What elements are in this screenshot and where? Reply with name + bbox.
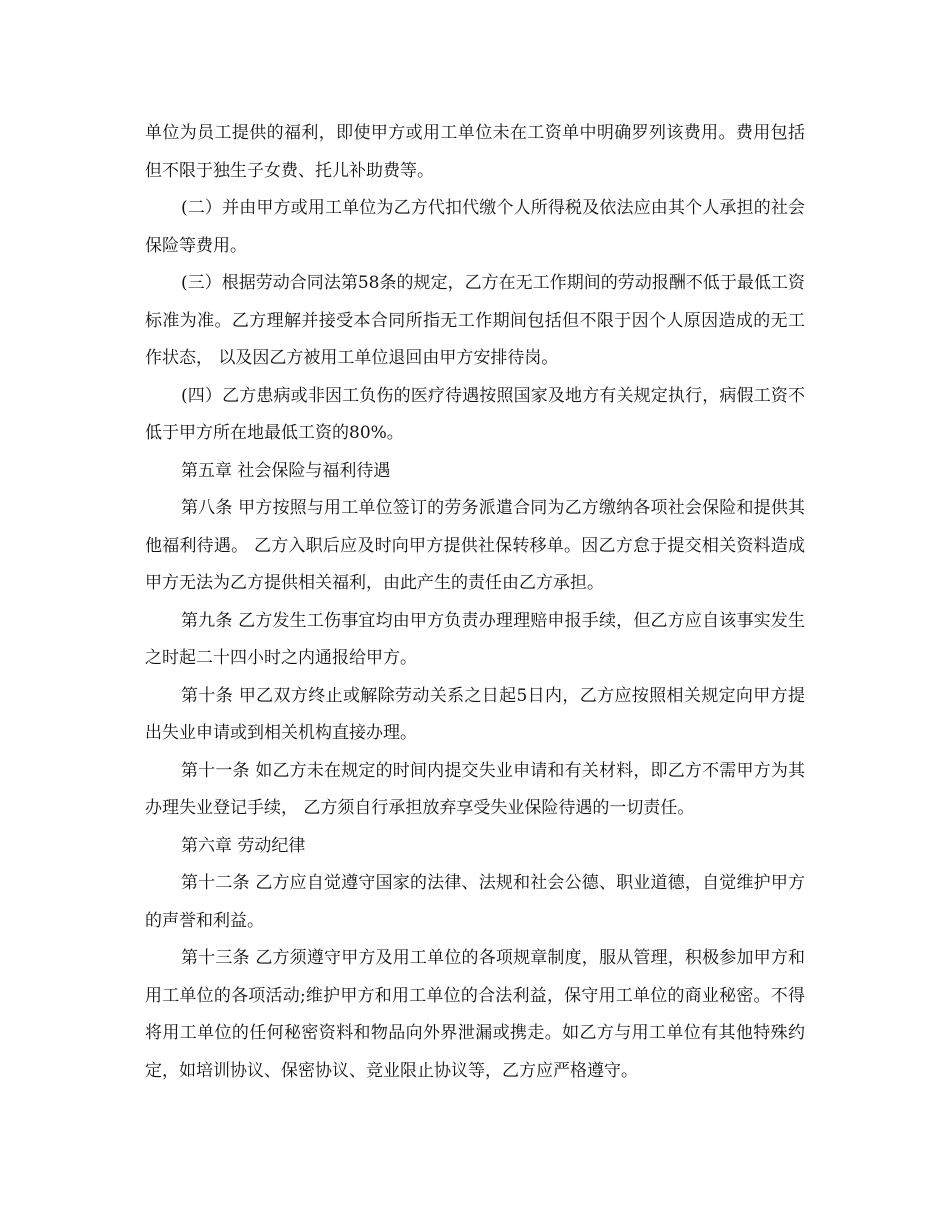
document-body [145, 115, 805, 1090]
paragraph-clause-4: (四）乙方患病或非因工负伤的医疗待遇按照国家及地方有关规定执行，病假工资不低于甲方所在地最低工资的80%。 [145, 385, 805, 443]
article-13: 第十三条 乙方须遵守甲方及用工单位的各项规章制度，服从管理，积极参加甲方和用工单位的各项活动;维护甲方和用工单位的合法利益，保守用工单位的商业秘密。不得将用工单位的任何秘密资料和物品向外界泄漏或携走。如乙方与用工单位有其他特殊约定，如培训协议、保密协议、竞业限止协议等，乙方应严格遵守。 [145, 948, 805, 1081]
article-10: 第十条 甲乙双方终止或解除劳动关系之日起5日内，乙方应按照相关规定向甲方提出失业申请或到相关机构直接办理。 [145, 685, 805, 743]
chapter-heading-6: 第六章 劳动纪律 [181, 835, 306, 856]
paragraph-clause-3: (三）根据劳动合同法第58条的规定，乙方在无工作期间的劳动报酬不低于最低工资标准为准。乙方理解并接受本合同所指无工作期间包括但不限于因个人原因造成的无工作状态， 以及因乙方被用工单位退回由甲方安排待岗。 [145, 273, 805, 368]
article-11: 第十一条 如乙方未在规定的时间内提交失业申请和有关材料，即乙方不需甲方为其办理失业登记手续， 乙方须自行承担放弃享受失业保险待遇的一切责任。 [145, 760, 805, 818]
paragraph-continuation: 单位为员工提供的福利，即使甲方或用工单位未在工资单中明确罗列该费用。费用包括但不限于独生子女费、托儿补助费等。 [145, 123, 805, 181]
paragraph-clause-2: (二）并由甲方或用工单位为乙方代扣代缴个人所得税及依法应由其个人承担的社会保险等费用。 [145, 198, 805, 256]
chapter-heading-5: 第五章 社会保险与福利待遇 [181, 460, 391, 481]
article-9: 第九条 乙方发生工伤事宜均由甲方负责办理理赔申报手续，但乙方应自该事实发生之时起二十四小时之内通报给甲方。 [145, 610, 805, 668]
article-8: 第八条 甲方按照与用工单位签订的劳务派遣合同为乙方缴纳各项社会保险和提供其他福利待遇。 乙方入职后应及时向甲方提供社保转移单。因乙方怠于提交相关资料造成甲方无法为乙方提供相关福利，由此产生的责任由乙方承担。 [145, 498, 805, 593]
article-12: 第十二条 乙方应自觉遵守国家的法律、法规和社会公德、职业道德，自觉维护甲方的声誉和利益。 [145, 873, 805, 931]
